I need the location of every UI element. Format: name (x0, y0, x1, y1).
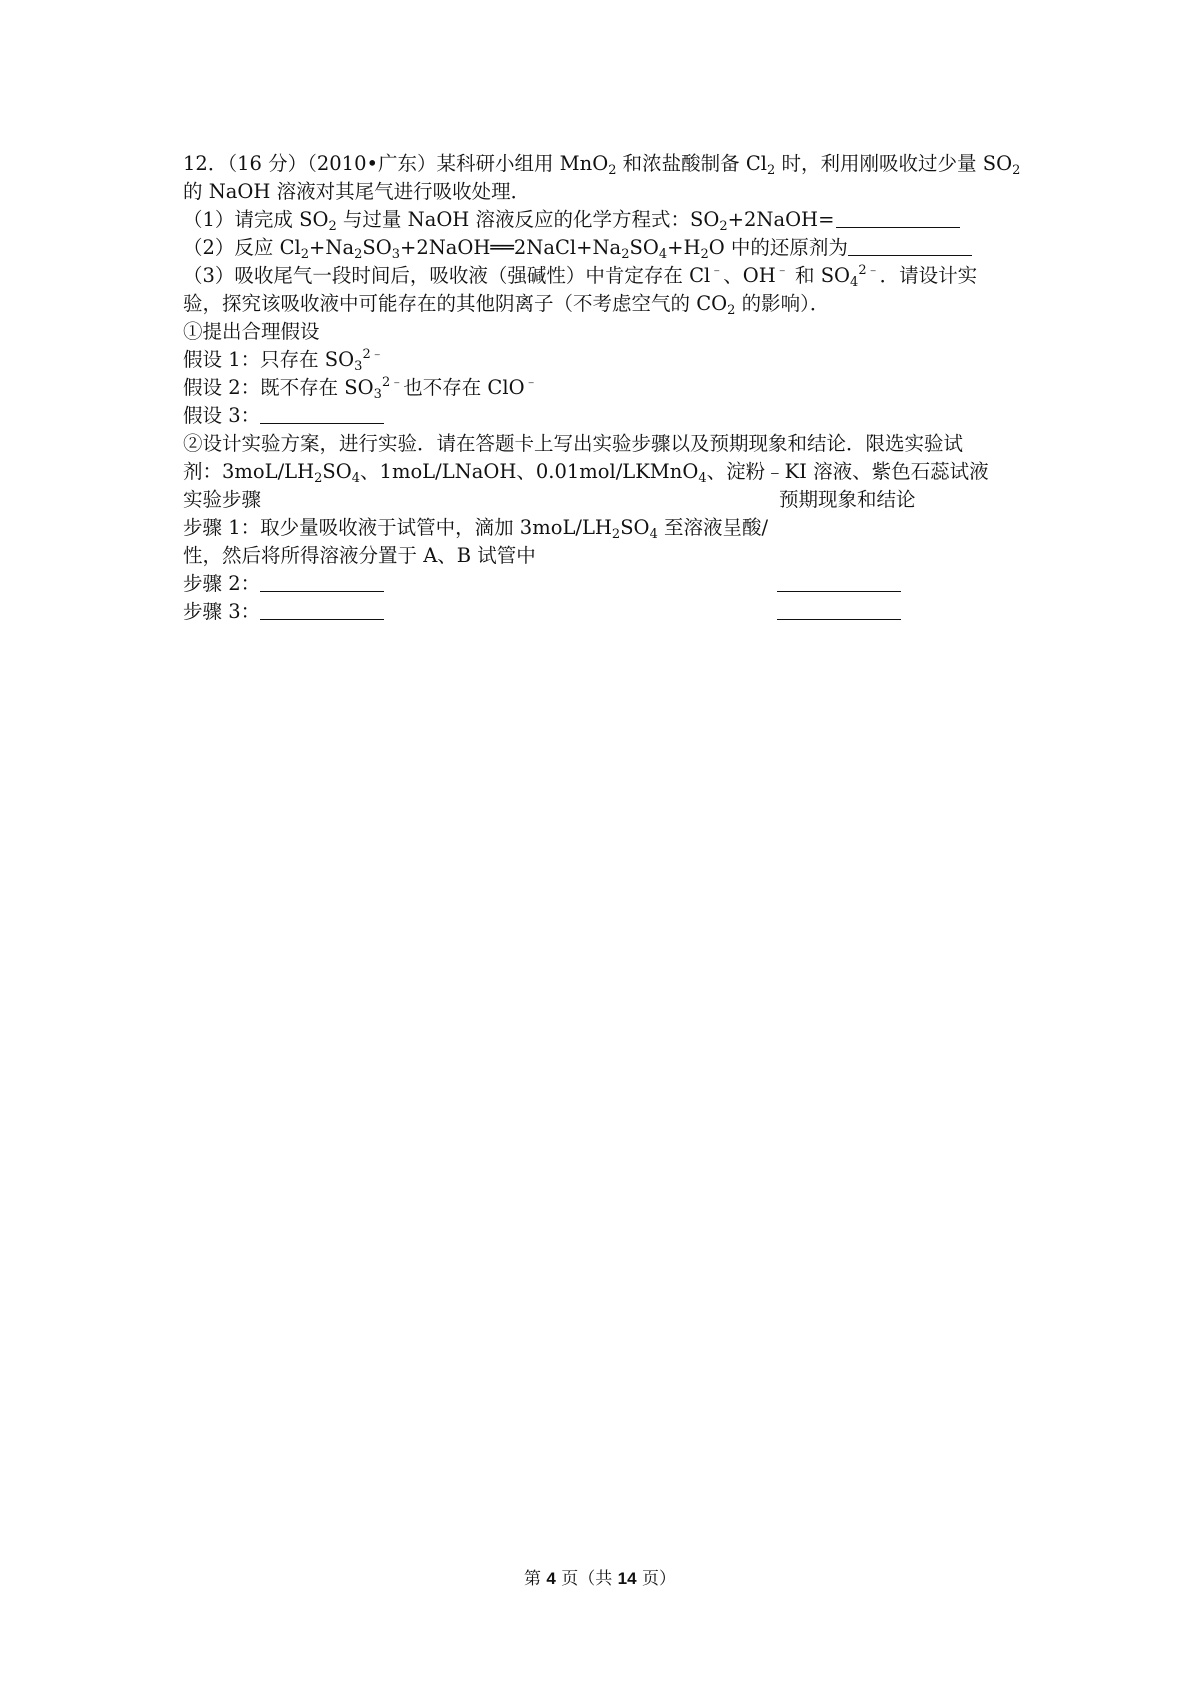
superscript: 2﹣ (381, 375, 404, 390)
subscript: 2 (700, 247, 709, 262)
result-3-slot (777, 598, 901, 626)
step-2 (183, 570, 1033, 598)
part-3-line-2 (183, 290, 1033, 318)
design-text: SO (322, 460, 352, 483)
part-3-text: 验，探究该吸收液中可能存在的其他阴离子（不考虑空气的 CO (183, 292, 728, 315)
answer-blank[interactable] (848, 235, 972, 256)
part-2-text: +2NaOH══2NaCl+Na (400, 236, 622, 259)
question-header-line (183, 150, 1033, 178)
page-footer (0, 1567, 1200, 1591)
page-number: 4 (546, 1569, 556, 1588)
subscript: 2 (300, 247, 310, 262)
hypothesis-1 (183, 346, 1033, 374)
part-2-text: +H (667, 236, 701, 259)
hypothesis-2-text: 假设 2：既不存在 SO (183, 376, 374, 399)
subscript: 4 (698, 471, 707, 486)
hypothesis-3-text: 假设 3： (183, 404, 261, 427)
part-3-text: 的影响）． (735, 292, 830, 315)
hypothesis-2-text: 也不存在 ClO (403, 376, 525, 399)
subscript: 4 (649, 527, 658, 542)
subscript: 4 (351, 471, 361, 486)
footer-text: 页（共 (555, 1569, 618, 1589)
design-text: 、1moL/LNaOH、0.01mol/LKMnO (360, 460, 699, 483)
question-number: 12． (183, 152, 228, 175)
subscript: 3 (354, 359, 363, 374)
subscript: 4 (850, 275, 859, 290)
superscript: ﹣ (775, 263, 789, 278)
part-2-text: SO (362, 236, 392, 259)
answer-blank[interactable] (777, 599, 901, 620)
result-2-slot (777, 570, 901, 598)
subscript: 2 (767, 163, 776, 178)
intro-text: 某科研小组用 MnO (436, 152, 609, 175)
subscript: 4 (658, 247, 668, 262)
subscript: 2 (354, 247, 363, 262)
step-2-label: 步骤 2： (183, 572, 261, 595)
design-line-1 (183, 430, 1033, 458)
subscript: 2 (719, 219, 728, 234)
hypothesis-3 (183, 402, 1033, 430)
answer-blank[interactable] (260, 403, 384, 424)
subscript: 2 (314, 471, 323, 486)
part-2-text: （2）反应 Cl (183, 236, 301, 259)
subscript: 2 (608, 163, 617, 178)
design-text: ②设计实验方案，进行实验．请在答题卡上写出实验步骤以及预期现象和结论．限选实验试 (183, 432, 964, 455)
step-3-label: 步骤 3： (183, 600, 261, 623)
hypothesis-heading (183, 318, 1033, 346)
part-1-text: （1）请完成 SO (183, 208, 329, 231)
intro-line-2 (183, 178, 1033, 206)
step-1-text: 至溶液呈酸/ (657, 516, 769, 539)
part-2-text: O 中的还原剂为 (708, 236, 848, 259)
subscript: 2 (1012, 163, 1021, 178)
part-2 (183, 234, 1033, 262)
part-3-text: ．请设计实 (879, 264, 978, 287)
answer-blank[interactable] (836, 207, 960, 228)
column-results: 预期现象和结论 (779, 488, 916, 511)
part-1 (183, 206, 1033, 234)
column-steps: 实验步骤 (183, 488, 262, 511)
part-1-text: 与过量 NaOH 溶液反应的化学方程式：SO (336, 208, 720, 231)
part-2-text: SO (629, 236, 659, 259)
superscript: 2﹣ (858, 263, 880, 278)
superscript: ﹣ (710, 263, 724, 278)
footer-text: 第 (523, 1569, 547, 1589)
step-1 (183, 514, 1033, 542)
part-3-text: 、OH (723, 264, 776, 287)
subscript: 2 (621, 247, 630, 262)
answer-blank[interactable] (777, 571, 901, 592)
footer-text: 页） (636, 1569, 676, 1589)
page-total: 14 (617, 1569, 637, 1588)
intro-text: 时，利用刚吸收过少量 SO (775, 152, 1013, 175)
subscript: 2 (727, 303, 736, 318)
answer-blank[interactable] (260, 599, 384, 620)
design-line-2 (183, 458, 1033, 486)
part-3 (183, 262, 1033, 290)
design-text: 剂：3moL/LH (183, 460, 315, 483)
subscript: 2 (611, 527, 621, 542)
step-1-text: 步骤 1：取少量吸收液于试管中，滴加 3moL/LH (183, 516, 612, 539)
hypothesis-2 (183, 374, 1033, 402)
answer-blank[interactable] (260, 571, 384, 592)
subscript: 2 (328, 219, 337, 234)
superscript: ﹣ (524, 375, 538, 390)
intro-text: 的 NaOH 溶液对其尾气进行吸收处理． (183, 180, 531, 203)
question-score: （16 分） (227, 152, 308, 175)
part-1-text: +2NaOH= (727, 208, 835, 231)
table-header (183, 486, 1033, 514)
part-2-text: +Na (309, 236, 355, 259)
design-text: 、淀粉﹣KI 溶液、紫色石蕊试液 (706, 460, 989, 483)
question-12 (183, 150, 1033, 626)
subscript: 3 (373, 387, 382, 402)
hypothesis-1-text: 假设 1：只存在 SO (183, 348, 355, 371)
step-3 (183, 598, 1033, 626)
step-1-text: 性，然后将所得溶液分置于 A、B 试管中 (183, 544, 536, 567)
question-source: （2010•广东） (307, 152, 437, 175)
superscript: 2﹣ (362, 347, 384, 362)
part-3-text: （3）吸收尾气一段时间后，吸收液（强碱性）中肯定存在 Cl (183, 264, 711, 287)
intro-text: 和浓盐酸制备 Cl (616, 152, 768, 175)
step-1-text: SO (620, 516, 650, 539)
part-3-text: 和 SO (788, 264, 851, 287)
subscript: 3 (391, 247, 400, 262)
step-1-line-2 (183, 542, 1033, 570)
hypothesis-heading-text: ①提出合理假设 (183, 320, 320, 343)
